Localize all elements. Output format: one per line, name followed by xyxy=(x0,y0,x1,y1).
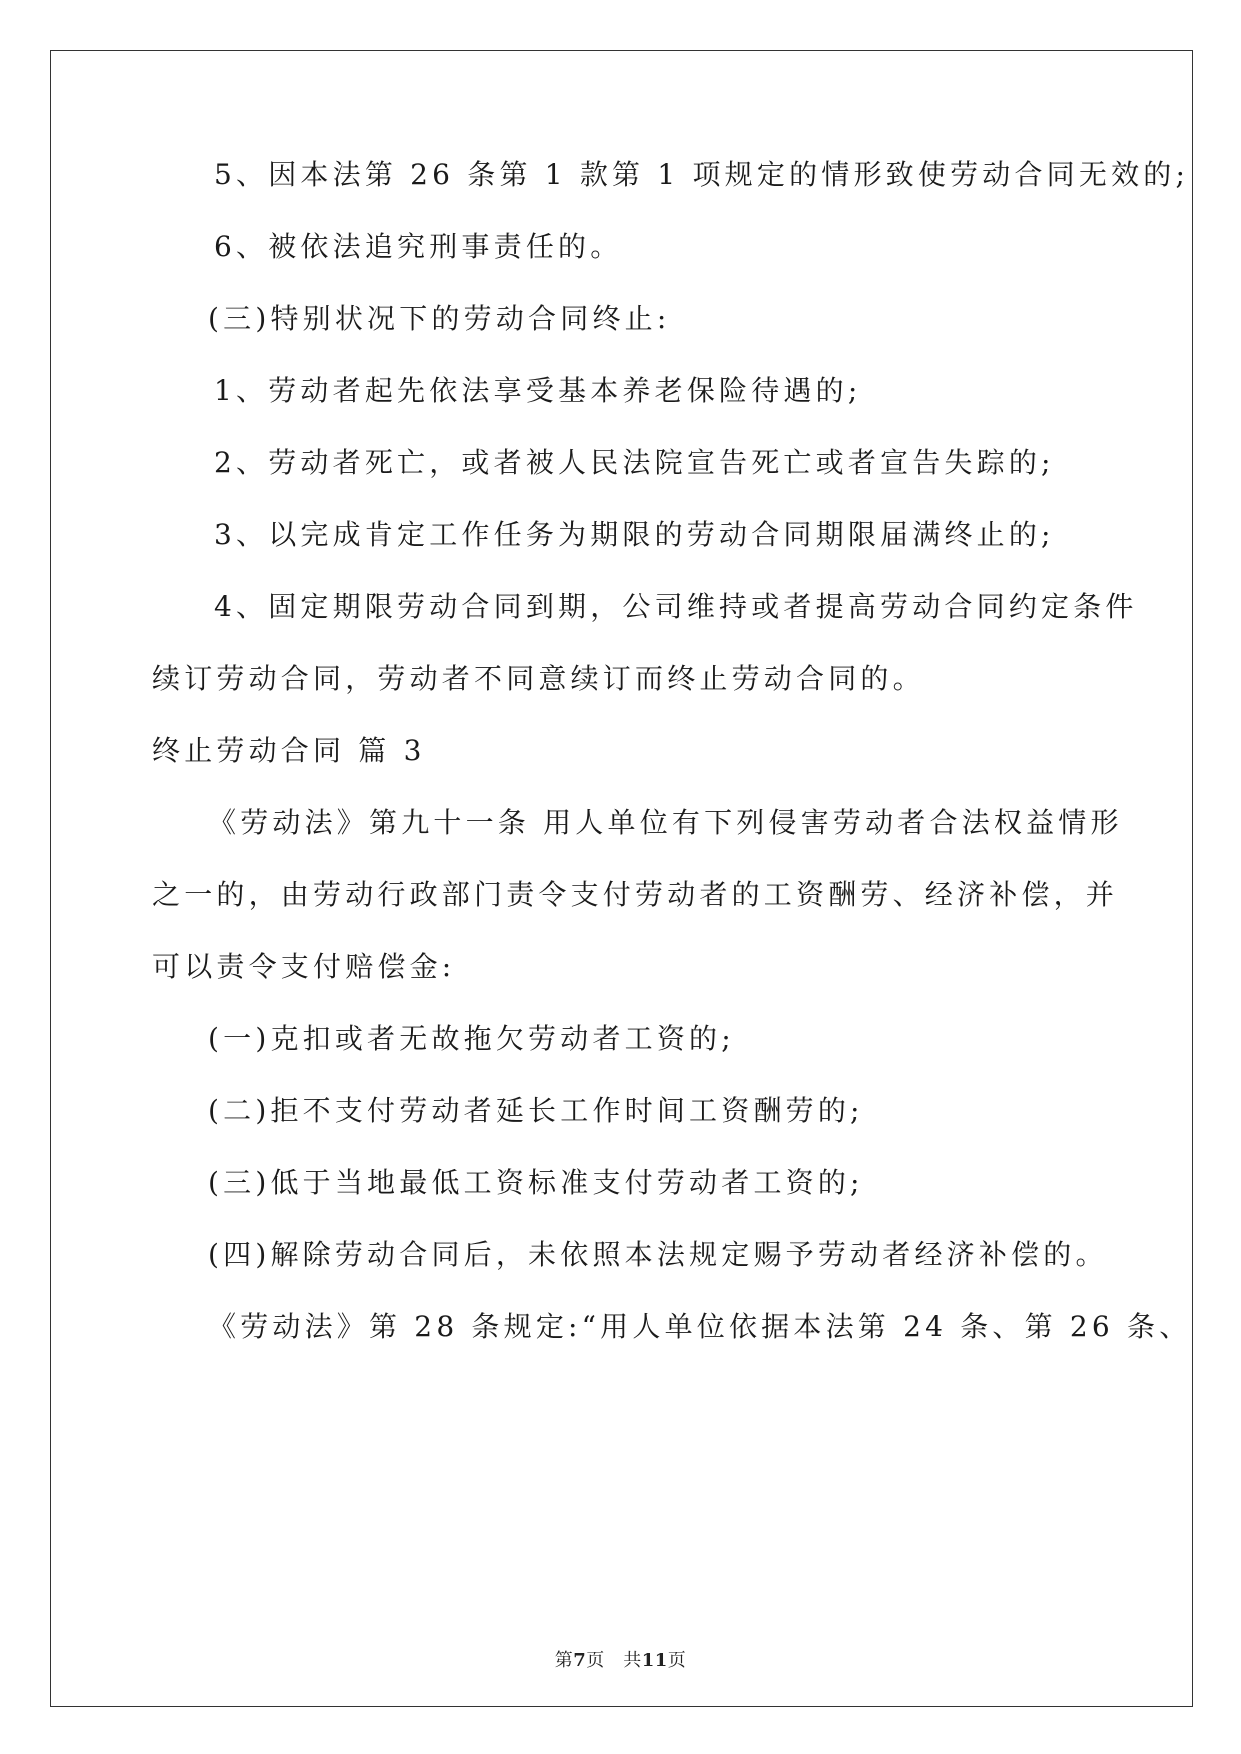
paragraph-item-1: 1、劳动者起先依法享受基本养老保险待遇的; xyxy=(214,374,862,407)
list-item-three: (三)低于当地最低工资标准支付劳动者工资的; xyxy=(208,1166,864,1199)
paragraph-article-91-line-3: 可以责令支付赔偿金: xyxy=(152,950,456,983)
list-item-two: (二)拒不支付劳动者延长工作时间工资酬劳的; xyxy=(208,1094,864,1127)
page-footer xyxy=(0,1649,1241,1673)
list-item-one: (一)克扣或者无故拖欠劳动者工资的; xyxy=(208,1022,735,1055)
footer-mid: 页 共 xyxy=(586,1650,642,1671)
section-title-part-3: 终止劳动合同 篇 3 xyxy=(152,734,426,767)
paragraph-article-91-line-1: 《劳动法》第九十一条 用人单位有下列侵害劳动者合法权益情形 xyxy=(208,806,1123,839)
total-page-number: 11 xyxy=(641,1650,668,1671)
paragraph-item-4-line-1: 4、固定期限劳动合同到期，公司维持或者提高劳动合同约定条件 xyxy=(214,590,1138,623)
paragraph-article-28: 《劳动法》第 28 条规定:“用人单位依据本法第 24 条、第 26 条、 xyxy=(208,1310,1192,1343)
list-item-four: (四)解除劳动合同后，未依照本法规定赐予劳动者经济补偿的。 xyxy=(208,1238,1108,1271)
paragraph-item-4-line-2: 续订劳动合同，劳动者不同意续订而终止劳动合同的。 xyxy=(152,662,925,695)
paragraph-item-6: 6、被依法追究刑事责任的。 xyxy=(214,230,623,263)
paragraph-item-5: 5、因本法第 26 条第 1 款第 1 项规定的情形致使劳动合同无效的; xyxy=(214,158,1190,191)
paragraph-item-2: 2、劳动者死亡，或者被人民法院宣告死亡或者宣告失踪的; xyxy=(214,446,1055,479)
paragraph-item-3: 3、以完成肯定工作任务为期限的劳动合同期限届满终止的; xyxy=(214,518,1055,551)
current-page-number: 7 xyxy=(573,1650,587,1671)
paragraph-article-91-line-2: 之一的，由劳动行政部门责令支付劳动者的工资酬劳、经济补偿，并 xyxy=(152,878,1119,911)
footer-prefix: 第 xyxy=(554,1650,574,1671)
section-heading-special-termination: (三)特别状况下的劳动合同终止: xyxy=(208,302,671,335)
footer-suffix: 页 xyxy=(667,1650,687,1671)
